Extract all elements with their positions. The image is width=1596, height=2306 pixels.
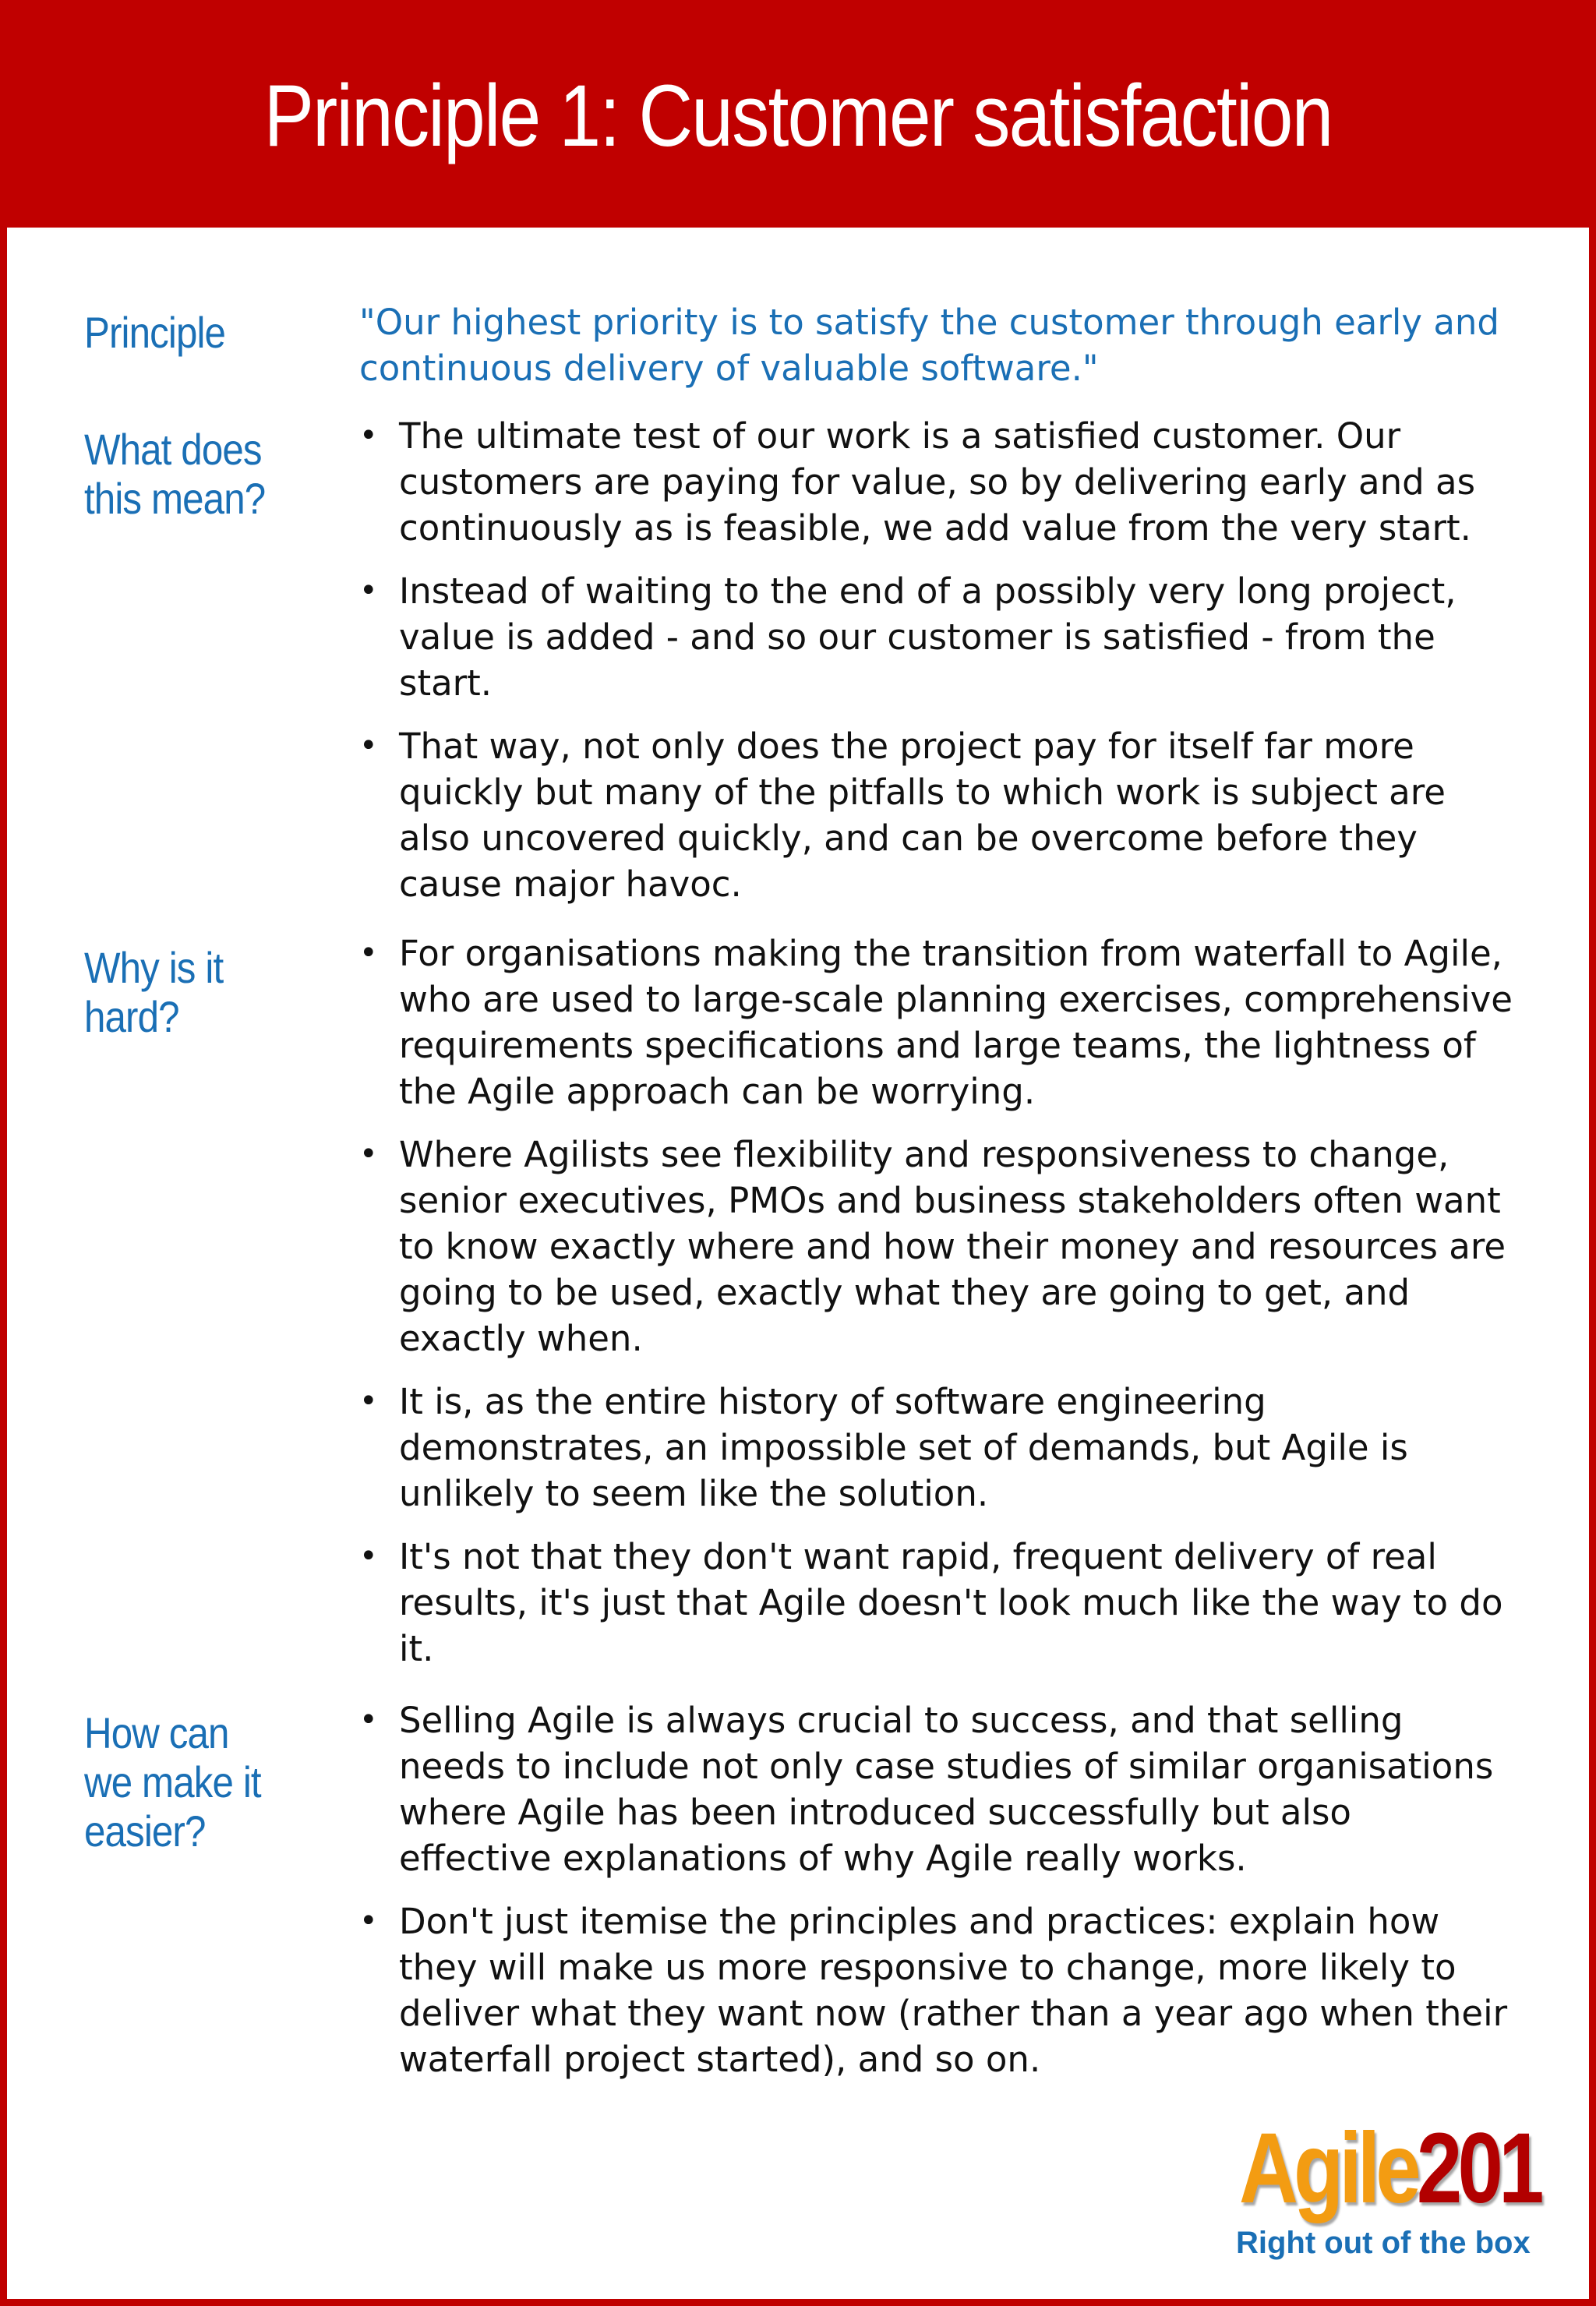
page-title: Principle 1: Customer satisfaction [263,66,1333,164]
list-item [359,931,1513,1114]
logo-wordmark [1239,2113,1540,2224]
bullet-icon: • [359,728,378,764]
bullet-text: The ultimate test of our work is a satisfied customer. Our customers are paying for value, so by delivering early and as continuously as is feasible, we add value from the very start. [399,415,1476,549]
bullet-icon: • [359,1702,378,1738]
bullet-icon: • [359,1538,378,1574]
bullet-text: Where Agilists see flexibility and responsiveness to change, senior executives, PMOs and business stakeholders often want to know exactly where and how their money and resources are going to be used, exactly what they are going to get, and exactly when. [399,1134,1506,1359]
title-banner [0,0,1596,228]
bullet-text: It's not that they don't want rapid, frequent delivery of real results, it's just that Agile doesn't look much like the way to do it. [399,1536,1503,1669]
hard-label: Why is it hard? [84,943,224,1041]
principle-label: Principle [84,308,226,357]
list-item [359,1379,1513,1517]
list-item [359,1697,1513,1881]
bullet-text: Selling Agile is always crucial to success, and that selling needs to include not only case studies of similar organisations where Agile has been introduced successfully but also effective explanations of why Agile really works. [399,1700,1494,1879]
list-item [359,568,1513,706]
logo-tagline: Right out of the box [1236,2226,1531,2260]
bullet-text: Don't just itemise the principles and practices: explain how they will make us more responsive to change, more likely to deliver what they want now (rather than a year ago when their waterfall project started), and so on. [399,1901,1508,2080]
bullet-icon: • [359,573,378,609]
bullet-icon: • [359,418,378,454]
list-item [359,1132,1513,1361]
meaning-label: What does this mean? [84,425,266,523]
principle-quote: "Our highest priority is to satisfy the customer through early and continuous delivery of valuable software." [359,302,1499,389]
easier-bullet-list [359,1697,1513,2099]
list-item [359,1898,1513,2082]
bullet-text: It is, as the entire history of software engineering demonstrates, an impossible set of demands, but Agile is unlikely to seem like the solution. [399,1381,1408,1514]
hard-bullet-list [359,931,1513,1689]
bullet-icon: • [359,935,378,971]
list-item [359,413,1513,551]
bullet-icon: • [359,1903,378,1939]
easier-label: How can we make it easier? [84,1708,261,1856]
agile201-logo [1231,2113,1543,2274]
logo-word-agile: Agile [1239,2113,1417,2224]
bullet-icon: • [359,1136,378,1172]
bullet-icon: • [359,1383,378,1419]
bullet-text: Instead of waiting to the end of a possibly very long project, value is added - and so our customer is satisfied - from the start. [399,570,1457,704]
bullet-text: That way, not only does the project pay for itself far more quickly but many of the pitfalls to which work is subject are also uncovered quickly, and can be overcome before they cause major havoc. [399,726,1446,905]
logo-word-number: 201 [1416,2113,1540,2224]
meaning-bullet-list [359,413,1513,924]
bullet-text: For organisations making the transition from waterfall to Agile, who are used to large-scale planning exercises, comprehensive requirements specifications and large teams, the lightness of the Agile approach can be worrying. [399,933,1513,1112]
list-item [359,723,1513,907]
list-item [359,1534,1513,1672]
